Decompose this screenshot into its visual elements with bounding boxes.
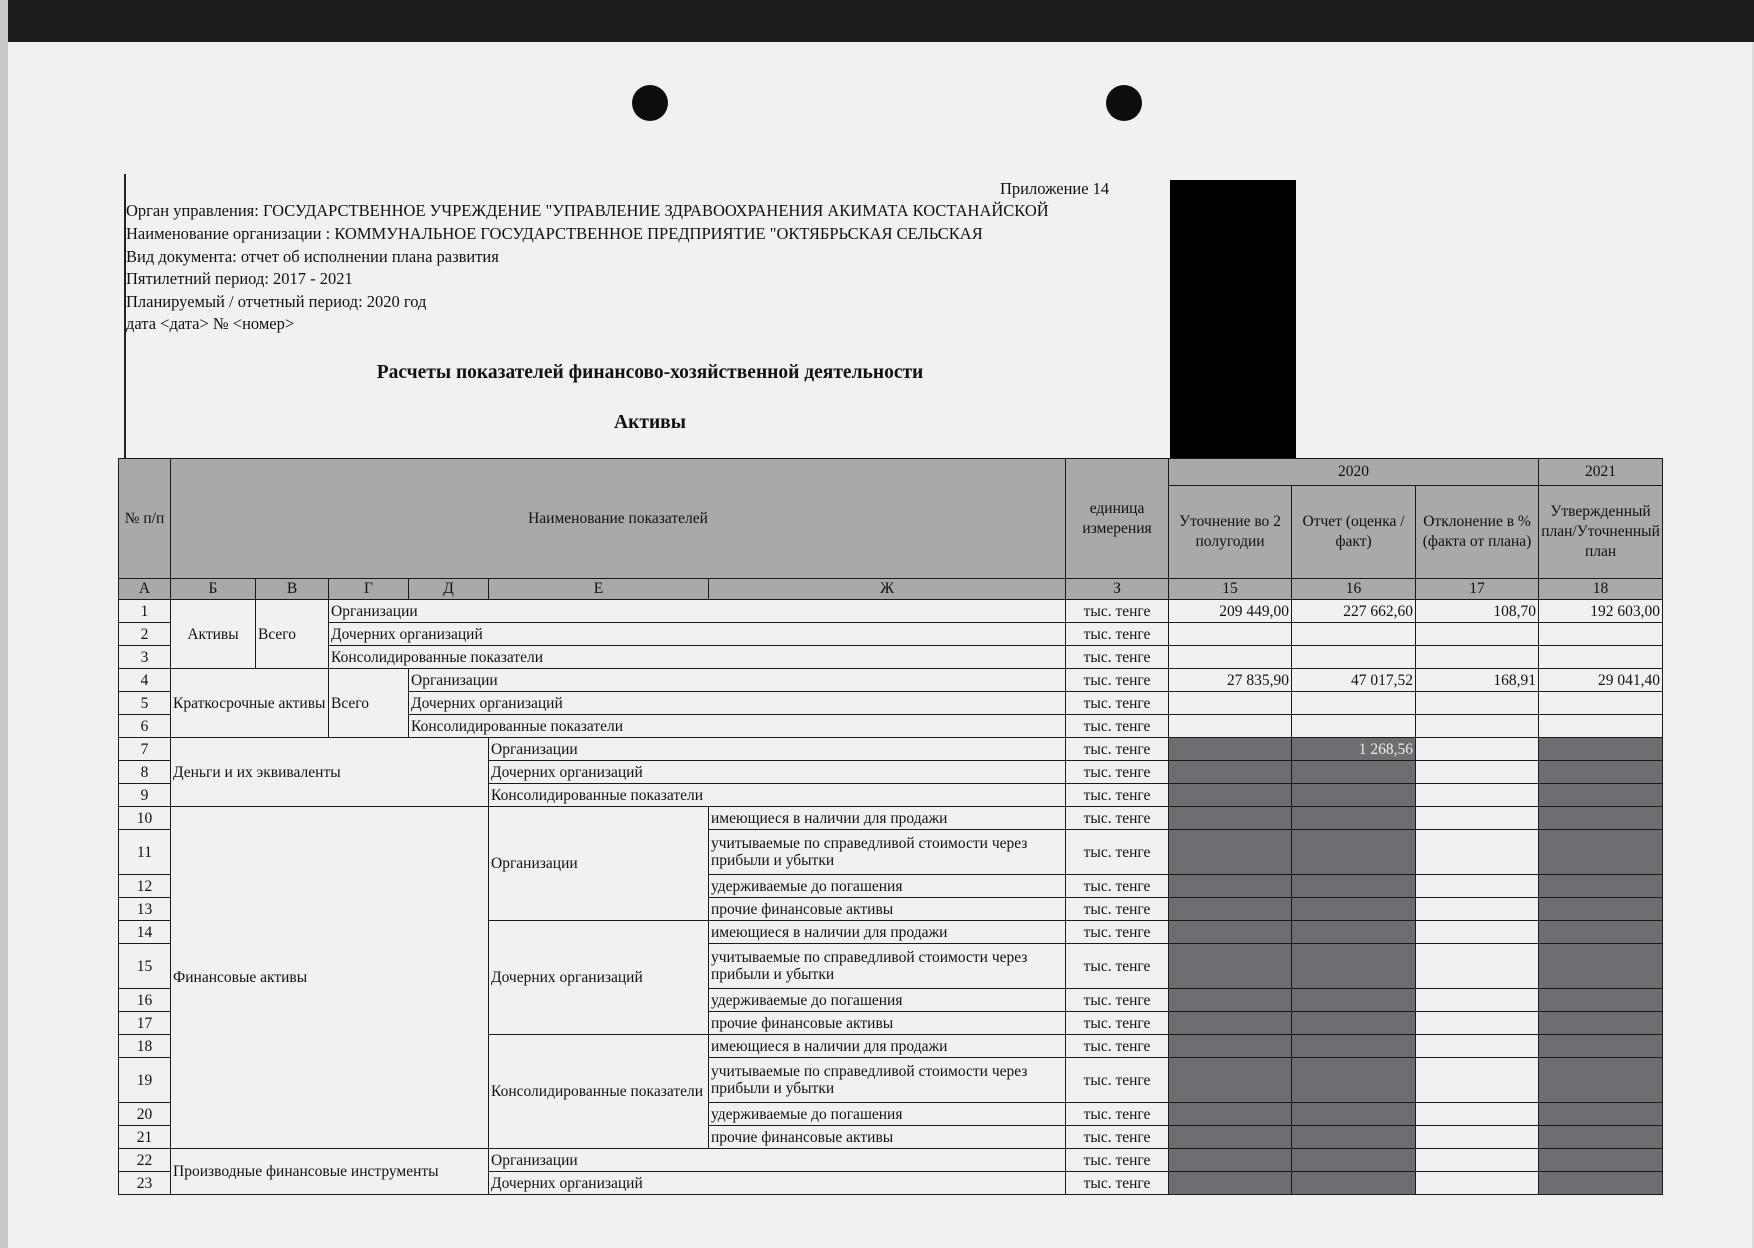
row-label: Дочерних организаций (489, 761, 1066, 784)
cell-c17 (1416, 1035, 1539, 1058)
row-label: Организации (489, 738, 1066, 761)
row-number: 17 (119, 1012, 171, 1035)
row-number: 19 (119, 1058, 171, 1103)
group-assets: Активы (171, 600, 256, 669)
cell-c15 (1169, 807, 1292, 830)
row-label: Дочерних организаций (409, 692, 1066, 715)
cell-c15 (1169, 623, 1292, 646)
cell-c18 (1539, 1103, 1663, 1126)
letter-d: Д (409, 579, 489, 600)
cell-c17 (1416, 1149, 1539, 1172)
cell-c17 (1416, 898, 1539, 921)
cell-c17 (1416, 646, 1539, 669)
row-unit: тыс. тенге (1066, 1149, 1169, 1172)
row-label: прочие финансовые активы (709, 1012, 1066, 1035)
cell-c15 (1169, 944, 1292, 989)
cell-c15 (1169, 738, 1292, 761)
row-label: Консолидированные показатели (409, 715, 1066, 738)
cell-c17 (1416, 1126, 1539, 1149)
cell-c18 (1539, 989, 1663, 1012)
header-line-authority: Орган управления: ГОСУДАРСТВЕННОЕ УЧРЕЖДЕНИЕ "УПРАВЛЕНИЕ ЗДРАВООХРАНЕНИЯ АКИМАТА КОСТАНАЙСКОЙ (126, 201, 1049, 220)
page-title: Расчеты показателей финансово-хозяйственной деятельности (376, 362, 924, 383)
row-unit: тыс. тенге (1066, 898, 1169, 921)
row-label: удерживаемые до погашения (709, 1103, 1066, 1126)
header-unit: единица измерения (1066, 459, 1169, 579)
subgroup-organizations: Организации (489, 807, 709, 921)
header-col-18: Утвержденный план/Уточненный план (1539, 486, 1663, 579)
cell-c15 (1169, 1103, 1292, 1126)
cell-c18: 192 603,00 (1539, 600, 1663, 623)
redaction-block (1170, 180, 1296, 466)
cell-c17 (1416, 1012, 1539, 1035)
row-number: 4 (119, 669, 171, 692)
row-label: прочие финансовые активы (709, 898, 1066, 921)
row-number: 13 (119, 898, 171, 921)
row-number: 14 (119, 921, 171, 944)
row-label: удерживаемые до погашения (709, 875, 1066, 898)
row-number: 10 (119, 807, 171, 830)
header-line-report-period: Планируемый / отчетный период: 2020 год (126, 292, 427, 311)
cell-c16 (1292, 807, 1416, 830)
cell-c15: 209 449,00 (1169, 600, 1292, 623)
appendix-label: Приложение 14 (1000, 179, 1110, 198)
row-unit: тыс. тенге (1066, 1058, 1169, 1103)
cell-c18 (1539, 738, 1663, 761)
subgroup-consolidated: Консолидированные показатели (489, 1035, 709, 1149)
letter-15: 15 (1169, 579, 1292, 600)
letter-18: 18 (1539, 579, 1663, 600)
row-unit: тыс. тенге (1066, 989, 1169, 1012)
header-line-date: дата <дата> № <номер> (126, 314, 295, 333)
group-financial-assets: Финансовые активы (171, 807, 489, 1149)
cell-c18 (1539, 1172, 1663, 1195)
cell-c18 (1539, 875, 1663, 898)
cell-c15 (1169, 761, 1292, 784)
row-label: учитываемые по справедливой стоимости через прибыли и убытки (709, 944, 1066, 989)
row-number: 15 (119, 944, 171, 989)
row-unit: тыс. тенге (1066, 1012, 1169, 1035)
row-unit: тыс. тенге (1066, 1035, 1169, 1058)
row-label: удерживаемые до погашения (709, 989, 1066, 1012)
cell-c15 (1169, 1012, 1292, 1035)
cell-c17: 108,70 (1416, 600, 1539, 623)
row-label: Дочерних организаций (489, 1172, 1066, 1195)
cell-c17 (1416, 738, 1539, 761)
header-col-16: Отчет (оценка / факт) (1292, 486, 1416, 579)
cell-c16 (1292, 1012, 1416, 1035)
cell-c18 (1539, 807, 1663, 830)
cell-c18 (1539, 784, 1663, 807)
cell-c16 (1292, 784, 1416, 807)
cell-c18 (1539, 623, 1663, 646)
header-year-2020: 2020 (1169, 459, 1539, 486)
cell-c18 (1539, 1149, 1663, 1172)
row-unit: тыс. тенге (1066, 692, 1169, 715)
group-derivatives: Производные финансовые инструменты (171, 1149, 489, 1195)
cell-c15 (1169, 715, 1292, 738)
cell-c16: 227 662,60 (1292, 600, 1416, 623)
cell-c18 (1539, 715, 1663, 738)
row-number: 5 (119, 692, 171, 715)
cell-c16 (1292, 761, 1416, 784)
header-col-15: Уточнение во 2 полугодии (1169, 486, 1292, 579)
cell-c17: 168,91 (1416, 669, 1539, 692)
cell-c18 (1539, 1058, 1663, 1103)
cell-c17 (1416, 875, 1539, 898)
row-unit: тыс. тенге (1066, 875, 1169, 898)
row-number: 12 (119, 875, 171, 898)
cell-c15 (1169, 830, 1292, 875)
cell-c16 (1292, 1149, 1416, 1172)
cell-c16 (1292, 921, 1416, 944)
cell-c17 (1416, 830, 1539, 875)
letter-16: 16 (1292, 579, 1416, 600)
row-unit: тыс. тенге (1066, 1172, 1169, 1195)
cell-c16 (1292, 898, 1416, 921)
cell-c16 (1292, 623, 1416, 646)
group-cash: Деньги и их эквиваленты (171, 738, 489, 807)
row-unit: тыс. тенге (1066, 944, 1169, 989)
cell-c18 (1539, 898, 1663, 921)
row-number: 2 (119, 623, 171, 646)
header-year-2021: 2021 (1539, 459, 1663, 486)
cell-c16 (1292, 989, 1416, 1012)
cell-c15 (1169, 989, 1292, 1012)
row-number: 21 (119, 1126, 171, 1149)
cell-c16 (1292, 875, 1416, 898)
cell-c17 (1416, 989, 1539, 1012)
cell-c16: 1 268,56 (1292, 738, 1416, 761)
row-label: имеющиеся в наличии для продажи (709, 921, 1066, 944)
cell-c17 (1416, 944, 1539, 989)
group-short-term-assets: Краткосрочные активы (171, 669, 329, 738)
row-label: учитываемые по справедливой стоимости через прибыли и убытки (709, 1058, 1066, 1103)
cell-c15 (1169, 646, 1292, 669)
cell-c15 (1169, 784, 1292, 807)
group-total: Всего (329, 669, 409, 738)
cell-c15 (1169, 1035, 1292, 1058)
row-number: 23 (119, 1172, 171, 1195)
cell-c16 (1292, 1126, 1416, 1149)
cell-c16 (1292, 944, 1416, 989)
row-unit: тыс. тенге (1066, 1126, 1169, 1149)
cell-c15 (1169, 692, 1292, 715)
header-col-17: Отклонение в % (факта от плана) (1416, 486, 1539, 579)
row-number: 3 (119, 646, 171, 669)
scan-top-band (0, 0, 1754, 42)
cell-c17 (1416, 1172, 1539, 1195)
scan-left-edge (0, 0, 8, 1248)
cell-c16 (1292, 1172, 1416, 1195)
cell-c18 (1539, 921, 1663, 944)
header-line-doc-type: Вид документа: отчет об исполнении плана развития (126, 247, 499, 266)
row-unit: тыс. тенге (1066, 600, 1169, 623)
cell-c17 (1416, 692, 1539, 715)
row-number: 18 (119, 1035, 171, 1058)
letter-17: 17 (1416, 579, 1539, 600)
row-unit: тыс. тенге (1066, 807, 1169, 830)
cell-c15 (1169, 1149, 1292, 1172)
section-title: Активы (614, 412, 686, 433)
cell-c16 (1292, 1103, 1416, 1126)
row-number: 1 (119, 600, 171, 623)
row-unit: тыс. тенге (1066, 761, 1169, 784)
row-unit: тыс. тенге (1066, 669, 1169, 692)
cell-c16 (1292, 715, 1416, 738)
cell-c18 (1539, 944, 1663, 989)
subgroup-subsidiaries: Дочерних организаций (489, 921, 709, 1035)
assets-table (118, 458, 1663, 1195)
row-label: имеющиеся в наличии для продажи (709, 1035, 1066, 1058)
row-label: учитываемые по справедливой стоимости через прибыли и убытки (709, 830, 1066, 875)
cell-c18 (1539, 1012, 1663, 1035)
row-unit: тыс. тенге (1066, 738, 1169, 761)
header-no: № п/п (119, 459, 171, 579)
punch-hole (1106, 85, 1142, 121)
row-unit: тыс. тенге (1066, 784, 1169, 807)
row-label: имеющиеся в наличии для продажи (709, 807, 1066, 830)
cell-c15 (1169, 1172, 1292, 1195)
cell-c18 (1539, 761, 1663, 784)
letter-v: В (256, 579, 329, 600)
cell-c15 (1169, 875, 1292, 898)
cell-c18 (1539, 646, 1663, 669)
cell-c16 (1292, 1035, 1416, 1058)
row-label: Консолидированные показатели (489, 784, 1066, 807)
row-unit: тыс. тенге (1066, 623, 1169, 646)
row-label: Организации (409, 669, 1066, 692)
row-number: 16 (119, 989, 171, 1012)
row-unit: тыс. тенге (1066, 1103, 1169, 1126)
group-total: Всего (256, 600, 329, 669)
row-unit: тыс. тенге (1066, 715, 1169, 738)
letter-a: А (119, 579, 171, 600)
cell-c17 (1416, 1103, 1539, 1126)
cell-c17 (1416, 1058, 1539, 1103)
cell-c17 (1416, 715, 1539, 738)
row-unit: тыс. тенге (1066, 646, 1169, 669)
cell-c18 (1539, 692, 1663, 715)
cell-c17 (1416, 921, 1539, 944)
row-number: 20 (119, 1103, 171, 1126)
cell-c15 (1169, 921, 1292, 944)
cell-c18 (1539, 830, 1663, 875)
cell-c18 (1539, 1035, 1663, 1058)
cell-c18 (1539, 1126, 1663, 1149)
letter-zh: Ж (709, 579, 1066, 600)
cell-c17 (1416, 623, 1539, 646)
cell-c16 (1292, 692, 1416, 715)
row-label: Организации (329, 600, 1066, 623)
letter-e: Е (489, 579, 709, 600)
letter-z: З (1066, 579, 1169, 600)
cell-c15 (1169, 1058, 1292, 1103)
row-label: Консолидированные показатели (329, 646, 1066, 669)
punch-hole (632, 85, 668, 121)
header-line-organization: Наименование организации : КОММУНАЛЬНОЕ ГОСУДАРСТВЕННОЕ ПРЕДПРИЯТИЕ "ОКТЯБРЬСКАЯ СЕЛЬСКАЯ (126, 224, 983, 243)
cell-c16 (1292, 646, 1416, 669)
cell-c17 (1416, 761, 1539, 784)
row-number: 11 (119, 830, 171, 875)
cell-c17 (1416, 784, 1539, 807)
row-number: 22 (119, 1149, 171, 1172)
cell-c16 (1292, 1058, 1416, 1103)
cell-c18: 29 041,40 (1539, 669, 1663, 692)
row-number: 7 (119, 738, 171, 761)
cell-c15 (1169, 1126, 1292, 1149)
cell-c15: 27 835,90 (1169, 669, 1292, 692)
row-number: 8 (119, 761, 171, 784)
row-number: 9 (119, 784, 171, 807)
cell-c17 (1416, 807, 1539, 830)
cell-c16: 47 017,52 (1292, 669, 1416, 692)
header-indicator-name: Наименование показателей (171, 459, 1066, 579)
row-number: 6 (119, 715, 171, 738)
row-label: прочие финансовые активы (709, 1126, 1066, 1149)
row-label: Дочерних организаций (329, 623, 1066, 646)
row-label: Организации (489, 1149, 1066, 1172)
row-unit: тыс. тенге (1066, 830, 1169, 875)
cell-c15 (1169, 898, 1292, 921)
letter-g: Г (329, 579, 409, 600)
row-unit: тыс. тенге (1066, 921, 1169, 944)
letter-b: Б (171, 579, 256, 600)
header-line-period: Пятилетний период: 2017 - 2021 (126, 269, 353, 288)
cell-c16 (1292, 830, 1416, 875)
